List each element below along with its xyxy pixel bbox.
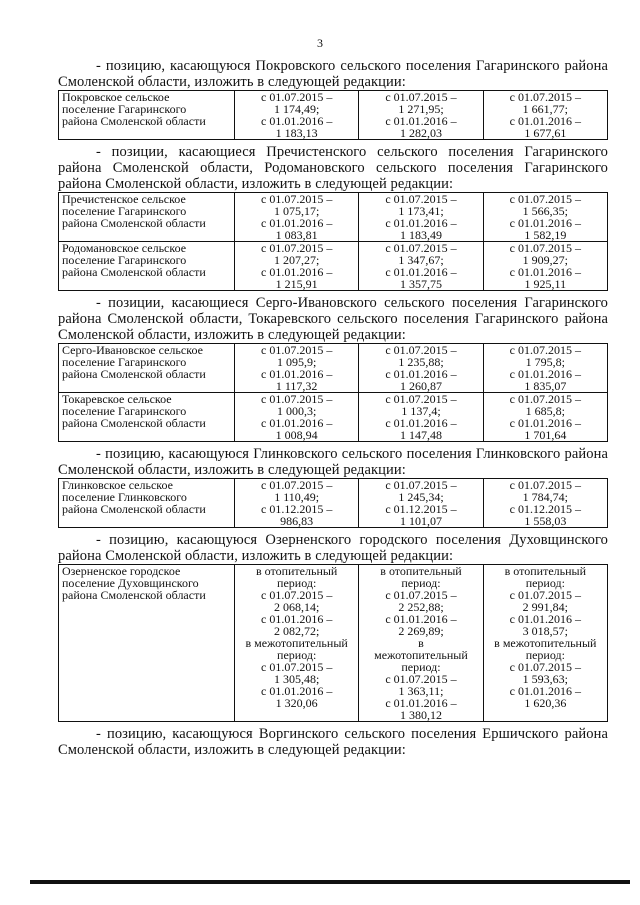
tariff-line: с 01.01.2016 –	[385, 416, 457, 430]
tariff-line: с 01.01.2016 –	[261, 216, 333, 230]
tariff-line: с 01.07.2015 –	[385, 588, 457, 602]
settlement-name-cell	[59, 242, 235, 291]
tariff-cell-3	[483, 344, 607, 393]
tariff-line: 1 347,67;	[398, 253, 444, 267]
tariff-line: 1 245,34;	[398, 490, 444, 504]
tariff-line: с 01.07.2015 –	[385, 241, 457, 255]
tariff-line: в отопительный	[255, 564, 338, 578]
tariff-line: 1 305,48;	[273, 672, 320, 686]
tariff-line: с 01.01.2016 –	[509, 416, 581, 430]
tariff-line: 1 320,06	[275, 696, 318, 710]
settlement-name-line: Глинковское сельское	[62, 478, 173, 492]
tariff-line: 1 357,75	[399, 277, 442, 291]
tariff-line: с 01.07.2015 –	[509, 343, 581, 357]
tariff-line: с 01.01.2016 –	[261, 416, 333, 430]
tariff-line: период:	[277, 648, 317, 662]
settlement-name-cell	[59, 344, 235, 393]
table-row	[59, 344, 608, 393]
tariff-line: 2 068,14;	[273, 600, 320, 614]
table-row	[59, 393, 608, 442]
table-row	[59, 91, 608, 140]
table-row	[59, 479, 608, 528]
tariff-line: 1 620,36	[524, 696, 567, 710]
settlement-name-line: поселение Глинковского	[62, 490, 187, 504]
tariff-cell-3	[483, 242, 607, 291]
tariff-line: 1 582,19	[524, 228, 567, 242]
settlement-name-line: поселение Гагаринского	[62, 404, 187, 418]
document-body	[58, 58, 608, 758]
tariff-line: с 01.01.2016 –	[261, 367, 333, 381]
tariff-line: 1 183,49	[399, 228, 442, 242]
tariff-line: 1 117,32	[275, 379, 318, 393]
tariff-line: 1 000,3;	[276, 404, 317, 418]
tariff-line: 1 925,11	[524, 277, 567, 291]
tariff-table	[58, 343, 608, 442]
tariff-line: в межотопительный	[245, 636, 348, 650]
tariff-cell-1	[235, 91, 359, 140]
tariff-cell-1	[235, 344, 359, 393]
tariff-line: в	[418, 636, 424, 650]
page-number: 3	[317, 36, 323, 50]
tariff-line: с 01.01.2016 –	[509, 265, 581, 279]
tariff-cell-3	[483, 91, 607, 140]
tariff-line: 1 147,48	[399, 428, 442, 442]
tariff-line: 2 269,89;	[398, 624, 444, 638]
tariff-line: 1 271,95;	[398, 102, 444, 116]
tariff-line: 1 909,27;	[522, 253, 568, 267]
tariff-line: с 01.12.2015 –	[385, 502, 457, 516]
bottom-rule	[30, 880, 630, 884]
settlement-name-line: района Смоленской области	[62, 265, 206, 279]
section-intro: - позицию, касающуюся Покровского сельского поселения Гагаринского района Смоленской области, изложить в следующей редакции:	[58, 58, 608, 90]
tariff-line: период:	[525, 648, 565, 662]
table-row	[59, 193, 608, 242]
tariff-line: 1 075,17;	[273, 204, 320, 218]
tariff-line: с 01.01.2016 –	[385, 114, 457, 128]
settlement-name-line: района Смоленской области	[62, 114, 206, 128]
tariff-line: период:	[401, 660, 441, 674]
tariff-cell-2	[359, 91, 483, 140]
settlement-name-cell	[59, 91, 235, 140]
tariff-line: 1 137,4;	[401, 404, 441, 418]
settlement-name-cell	[59, 565, 235, 722]
tariff-cell-2	[359, 565, 483, 722]
tariff-cell-1	[235, 242, 359, 291]
tariff-line: с 01.01.2016 –	[261, 684, 333, 698]
tariff-line: с 01.07.2015 –	[261, 241, 333, 255]
settlement-name-line: района Смоленской области	[62, 367, 206, 381]
tariff-line: 1 101,07	[399, 514, 442, 528]
tariff-table	[58, 90, 608, 140]
tariff-line: с 01.07.2015 –	[509, 241, 581, 255]
tariff-line: 1 661,77;	[522, 102, 568, 116]
tariff-line: с 01.01.2016 –	[509, 684, 581, 698]
tariff-line: с 01.01.2016 –	[509, 612, 581, 626]
tariff-line: 1 260,87	[399, 379, 442, 393]
tariff-line: 1 593,63;	[522, 672, 568, 686]
tariff-line: 1 835,07	[524, 379, 567, 393]
tariff-line: с 01.07.2015 –	[509, 192, 581, 206]
tariff-line: период:	[401, 576, 441, 590]
table-row	[59, 565, 608, 722]
settlement-name-line: Покровское сельское	[62, 90, 170, 104]
tariff-line: в отопительный	[504, 564, 587, 578]
tariff-line: с 01.01.2016 –	[385, 265, 457, 279]
tariff-table	[58, 564, 608, 722]
tariff-line: с 01.07.2015 –	[261, 343, 333, 357]
tariff-line: с 01.07.2015 –	[509, 478, 581, 492]
settlement-name-line: района Смоленской области	[62, 216, 206, 230]
tariff-line: с 01.07.2015 –	[261, 90, 333, 104]
tariff-cell-2	[359, 393, 483, 442]
tariff-line: 1 282,03	[399, 126, 442, 140]
tariff-line: 3 018,57;	[522, 624, 568, 638]
tariff-line: с 01.07.2015 –	[261, 660, 333, 674]
table-row	[59, 242, 608, 291]
tariff-line: 1 795,8;	[525, 355, 565, 369]
tariff-cell-1	[235, 479, 359, 528]
tariff-line: с 01.01.2016 –	[261, 265, 333, 279]
tariff-line: 1 784,74;	[522, 490, 568, 504]
tariff-line: 1 363,11;	[398, 684, 444, 698]
tariff-line: 1 173,41;	[398, 204, 444, 218]
tariff-line: с 01.01.2016 –	[261, 114, 333, 128]
tariff-line: с 01.07.2015 –	[509, 90, 581, 104]
tariff-table	[58, 478, 608, 528]
tariff-line: с 01.01.2016 –	[509, 367, 581, 381]
tariff-table	[58, 192, 608, 291]
tariff-line: с 01.07.2015 –	[385, 192, 457, 206]
settlement-name-line: Токаревское сельское	[62, 392, 172, 406]
tariff-line: 1 677,61	[524, 126, 567, 140]
settlement-name-line: района Смоленской области	[62, 588, 206, 602]
tariff-line: 986,83	[280, 514, 314, 528]
settlement-name-line: поселение Духовщинского	[62, 576, 199, 590]
tariff-line: 1 110,49;	[274, 490, 320, 504]
tariff-line: 1 566,35;	[522, 204, 568, 218]
tariff-cell-3	[483, 565, 607, 722]
settlement-name-line: поселение Гагаринского	[62, 204, 187, 218]
settlement-name-cell	[59, 393, 235, 442]
settlement-name-line: района Смоленской области	[62, 502, 206, 516]
tariff-line: в межотопительный	[494, 636, 597, 650]
tariff-line: с 01.07.2015 –	[385, 343, 457, 357]
settlement-name-line: поселение Гагаринского	[62, 253, 187, 267]
tariff-line: с 01.12.2015 –	[261, 502, 333, 516]
tariff-line: с 01.12.2015 –	[509, 502, 581, 516]
tariff-cell-2	[359, 344, 483, 393]
settlement-name-line: района Смоленской области	[62, 416, 206, 430]
settlement-name-line: Озерненское городское	[62, 564, 181, 578]
settlement-name-line: Серго-Ивановское сельское	[62, 343, 203, 357]
tariff-line: с 01.01.2016 –	[385, 696, 457, 710]
tariff-line: с 01.07.2015 –	[261, 478, 333, 492]
section-intro: - позицию, касающуюся Озерненского городского поселения Духовщинского района Смоленской области, изложить в следующей редакции:	[58, 532, 608, 564]
tariff-cell-1	[235, 393, 359, 442]
tariff-line: 1 380,12	[399, 708, 442, 722]
section-intro: - позиции, касающиеся Серго-Ивановского сельского поселения Гагаринского района Смоленской области, Токаревского сельского поселения Гагаринского района Смоленской области, изложить в следующей редакции:	[58, 295, 608, 343]
section-intro: - позиции, касающиеся Пречистенского сельского поселения Гагаринского района Смоленской области, Родомановского сельского поселения Гагаринского района Смоленской области, изложить в следующей редакции:	[58, 144, 608, 192]
settlement-name-line: поселение Гагаринского	[62, 102, 187, 116]
tariff-line: с 01.01.2016 –	[385, 216, 457, 230]
tariff-line: 1 558,03	[524, 514, 567, 528]
tariff-line: 2 082,72;	[273, 624, 320, 638]
tariff-line: межотопительный	[374, 648, 468, 662]
tariff-line: 2 991,84;	[522, 600, 568, 614]
tariff-line: с 01.07.2015 –	[261, 588, 333, 602]
tariff-line: 1 083,81	[275, 228, 318, 242]
section-intro: - позицию, касающуюся Глинковского сельского поселения Глинковского района Смоленской области, изложить в следующей редакции:	[58, 446, 608, 478]
tariff-line: 1 207,27;	[273, 253, 320, 267]
tariff-line: с 01.07.2015 –	[385, 672, 457, 686]
settlement-name-cell	[59, 193, 235, 242]
tariff-line: с 01.07.2015 –	[261, 192, 333, 206]
settlement-name-line: Пречистенское сельское	[62, 192, 186, 206]
tariff-line: с 01.07.2015 –	[385, 478, 457, 492]
tariff-line: 1 008,94	[275, 428, 318, 442]
tariff-line: с 01.01.2016 –	[261, 612, 333, 626]
settlement-name-line: Родомановское сельское	[62, 241, 187, 255]
tariff-line: 1 215,91	[275, 277, 318, 291]
tariff-line: с 01.07.2015 –	[261, 392, 333, 406]
tariff-line: с 01.07.2015 –	[509, 660, 581, 674]
tariff-line: с 01.07.2015 –	[385, 90, 457, 104]
tariff-line: с 01.01.2016 –	[385, 367, 457, 381]
tariff-line: с 01.01.2016 –	[385, 612, 457, 626]
section-intro: - позицию, касающуюся Воргинского сельского поселения Ершичского района Смоленской области, изложить в следующей редакции:	[58, 726, 608, 758]
tariff-line: в отопительный	[380, 564, 462, 578]
tariff-line: период:	[277, 576, 317, 590]
tariff-cell-2	[359, 193, 483, 242]
tariff-cell-2	[359, 479, 483, 528]
tariff-line: 1 174,49;	[273, 102, 320, 116]
tariff-line: с 01.01.2016 –	[509, 114, 581, 128]
tariff-cell-3	[483, 193, 607, 242]
tariff-line: 1 235,88;	[398, 355, 444, 369]
tariff-line: период:	[525, 576, 565, 590]
tariff-line: 2 252,88;	[398, 600, 444, 614]
tariff-cell-1	[235, 193, 359, 242]
tariff-line: с 01.07.2015 –	[385, 392, 457, 406]
tariff-line: с 01.07.2015 –	[509, 588, 581, 602]
tariff-cell-3	[483, 479, 607, 528]
tariff-line: 1 095,9;	[276, 355, 317, 369]
tariff-line: 1 183,13	[275, 126, 318, 140]
tariff-cell-3	[483, 393, 607, 442]
tariff-line: 1 701,64	[524, 428, 567, 442]
tariff-line: с 01.07.2015 –	[509, 392, 581, 406]
tariff-line: с 01.01.2016 –	[509, 216, 581, 230]
settlement-name-cell	[59, 479, 235, 528]
tariff-line: 1 685,8;	[525, 404, 565, 418]
tariff-cell-1	[235, 565, 359, 722]
tariff-cell-2	[359, 242, 483, 291]
settlement-name-line: поселение Гагаринского	[62, 355, 187, 369]
